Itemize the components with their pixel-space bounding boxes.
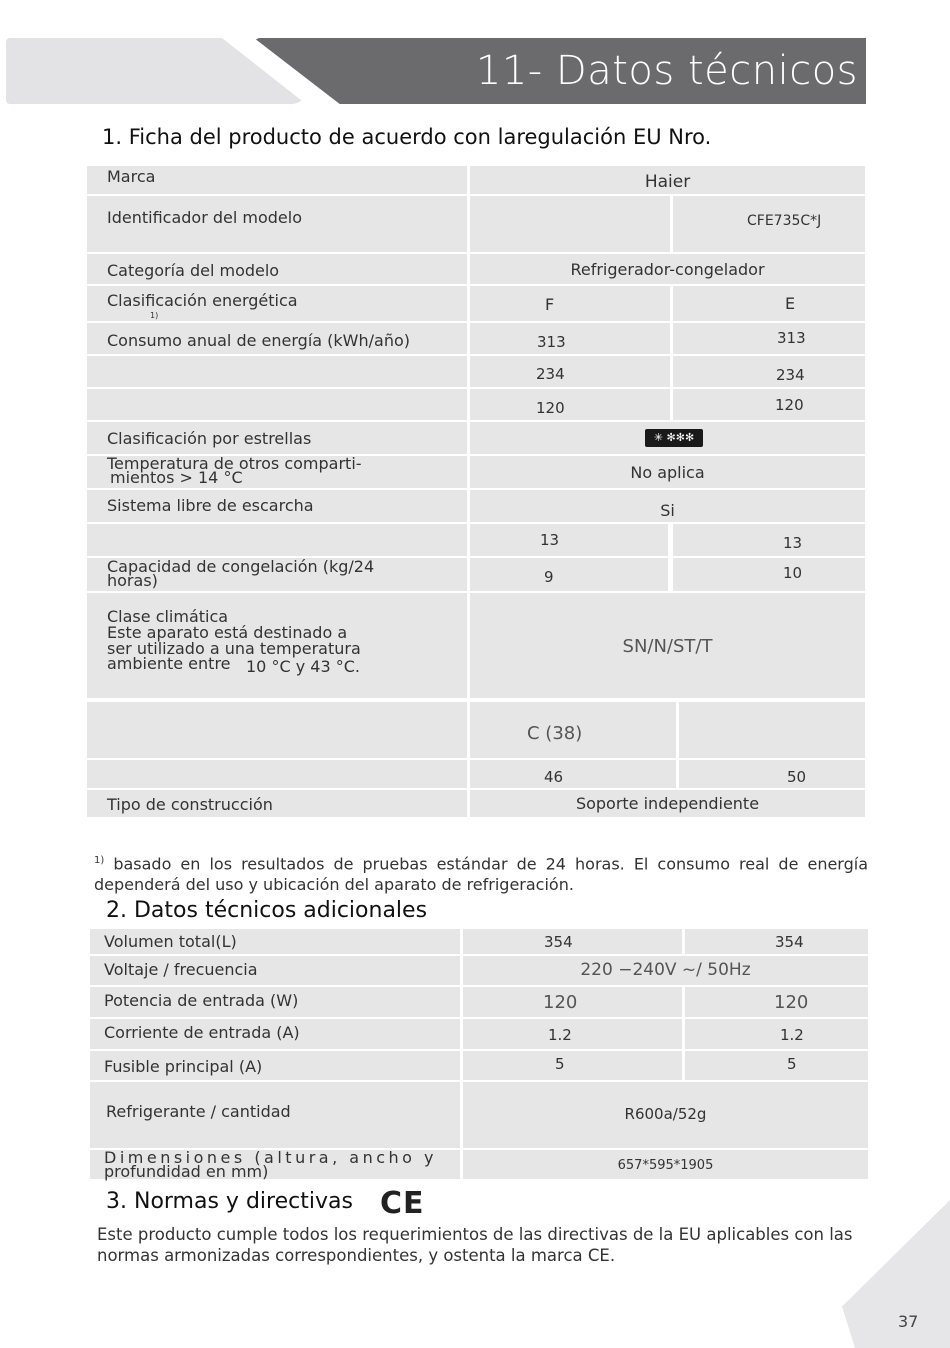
label-dimensiones-1: Dimensiones (altura, ancho y <box>104 1148 437 1167</box>
ce-mark-icon: CE <box>380 1186 425 1221</box>
value-row15-a: 46 <box>544 768 564 786</box>
table-row-7 <box>87 389 865 422</box>
page-number: 37 <box>898 1312 919 1331</box>
value-consumo-a: 313 <box>537 333 566 351</box>
label-clasificacion: Clasificación energética <box>107 291 298 310</box>
label-potencia: Potencia de entrada (W) <box>104 991 299 1010</box>
value-escarcha: Si <box>660 501 675 520</box>
value-row11-b: 13 <box>783 534 803 552</box>
footnote <box>94 850 868 895</box>
corner-decoration <box>842 1200 950 1348</box>
table-row-categoria <box>87 254 865 286</box>
value-modelo: CFE735C*J <box>747 213 822 229</box>
value-corriente-b: 1.2 <box>780 1026 804 1044</box>
value-construccion: Soporte independiente <box>575 794 760 813</box>
value-temperatura: No aplica <box>630 463 705 482</box>
label-escarcha: Sistema libre de escarcha <box>107 496 314 515</box>
section2-title: 2. Datos técnicos adicionales <box>106 898 428 923</box>
value-corriente-a: 1.2 <box>548 1026 572 1044</box>
value-row15-b: 50 <box>787 768 807 786</box>
table-row-voltaje <box>90 956 868 987</box>
value-potencia-b: 120 <box>774 992 809 1013</box>
table-row-consumo <box>87 323 865 356</box>
table-row-dimensiones <box>90 1150 868 1181</box>
label-climatica-3: ser utilizado a una temperatura <box>107 639 361 658</box>
four-star-icon: ✳ ✻✻✻ <box>645 429 703 447</box>
label-climatica-temp: 10 °C y 43 °C. <box>246 657 360 676</box>
value-dimensiones: 657*595*1905 <box>617 1158 714 1173</box>
value-voltaje: 220 −240V ~/ 50Hz <box>580 960 751 980</box>
header-decoration-left <box>6 38 306 104</box>
table-row-clasificacion <box>87 286 865 323</box>
table-row-15 <box>87 760 865 790</box>
table-row-fusible <box>90 1051 868 1082</box>
value-congelacion-b: 10 <box>783 564 803 582</box>
label-corriente: Corriente de entrada (A) <box>104 1023 300 1042</box>
table-row-escarcha <box>87 490 865 524</box>
section3-text: Este producto cumple todos los requerimientos de las directivas de la EU aplicables con las normas armonizadas correspondientes, y ostenta la marca CE. <box>97 1225 853 1265</box>
value-row6-b: 234 <box>776 366 805 384</box>
table-row-estrellas <box>87 422 865 456</box>
label-fusible: Fusible principal (A) <box>104 1057 263 1076</box>
label-climatica-2: Este aparato está destinado a <box>107 623 348 642</box>
value-marca: Haier <box>644 172 691 192</box>
label-climatica-1: Clase climática <box>107 607 229 626</box>
table-row-potencia <box>90 987 868 1019</box>
label-clasificacion-sup: 1) <box>150 311 159 320</box>
page-title: 11- Datos técnicos <box>475 48 858 94</box>
label-refrigerante: Refrigerante / cantidad <box>106 1102 291 1121</box>
label-categoria: Categoría del modelo <box>107 261 280 280</box>
section3-title: 3. Normas y directivas <box>106 1189 353 1214</box>
label-modelo: Identificador del modelo <box>107 208 303 227</box>
value-row14-a: C (38) <box>527 723 583 744</box>
section1-title: 1. Ficha del producto de acuerdo con laregulación EU Nro. <box>102 125 712 149</box>
value-fusible-b: 5 <box>787 1055 797 1073</box>
value-climatica: SN/N/ST/T <box>622 636 713 657</box>
label-consumo: Consumo anual de energía (kWh/año) <box>107 331 410 350</box>
label-temperatura-2: mientos > 14 °C <box>110 468 243 487</box>
label-dimensiones-2: profundidad en mm) <box>104 1162 269 1181</box>
label-temperatura-1: Temperatura de otros comparti- <box>107 454 362 473</box>
footnote-text: basado en los resultados de pruebas estándar de 24 horas. El consumo real de energía dependerá del uso y ubicación del aparato de refrigeración. <box>94 854 869 895</box>
table-row-climatica <box>87 593 865 700</box>
label-marca: Marca <box>107 167 156 186</box>
label-estrellas: Clasificación por estrellas <box>107 429 312 448</box>
value-potencia-a: 120 <box>543 992 578 1013</box>
label-climatica-4: ambiente entre <box>107 654 231 673</box>
value-consumo-b: 313 <box>777 329 806 347</box>
value-categoria: Refrigerador-congelador <box>570 260 765 279</box>
footnote-marker: 1) <box>94 855 105 866</box>
value-row6-a: 234 <box>536 365 565 383</box>
value-clasificacion-b: E <box>785 294 796 313</box>
table-row-11 <box>87 524 865 558</box>
value-volumen-a: 354 <box>544 933 573 951</box>
table-row-construccion <box>87 790 865 819</box>
table-row-temperatura <box>87 456 865 490</box>
value-clasificacion-a: F <box>545 295 555 314</box>
table-row-marca <box>87 166 865 196</box>
label-congelacion-2: horas) <box>107 571 158 590</box>
label-volumen: Volumen total(L) <box>104 932 237 951</box>
value-row7-b: 120 <box>775 396 804 414</box>
table-row-volumen <box>90 929 868 956</box>
value-volumen-b: 354 <box>775 933 804 951</box>
table-row-6 <box>87 356 865 389</box>
label-construccion: Tipo de construcción <box>107 795 273 814</box>
value-fusible-a: 5 <box>555 1055 565 1073</box>
table-row-refrigerante <box>90 1082 868 1150</box>
value-row7-a: 120 <box>536 399 565 417</box>
table-row-14 <box>87 702 865 760</box>
label-voltaje: Voltaje / frecuencia <box>104 960 258 979</box>
table-row-corriente <box>90 1019 868 1051</box>
table-row-modelo <box>87 196 865 254</box>
value-refrigerante: R600a/52g <box>624 1105 707 1123</box>
label-congelacion-1: Capacidad de congelación (kg/24 <box>107 557 375 576</box>
value-congelacion-a: 9 <box>544 568 554 586</box>
value-row11-a: 13 <box>540 531 560 549</box>
table-row-congelacion <box>87 558 865 593</box>
